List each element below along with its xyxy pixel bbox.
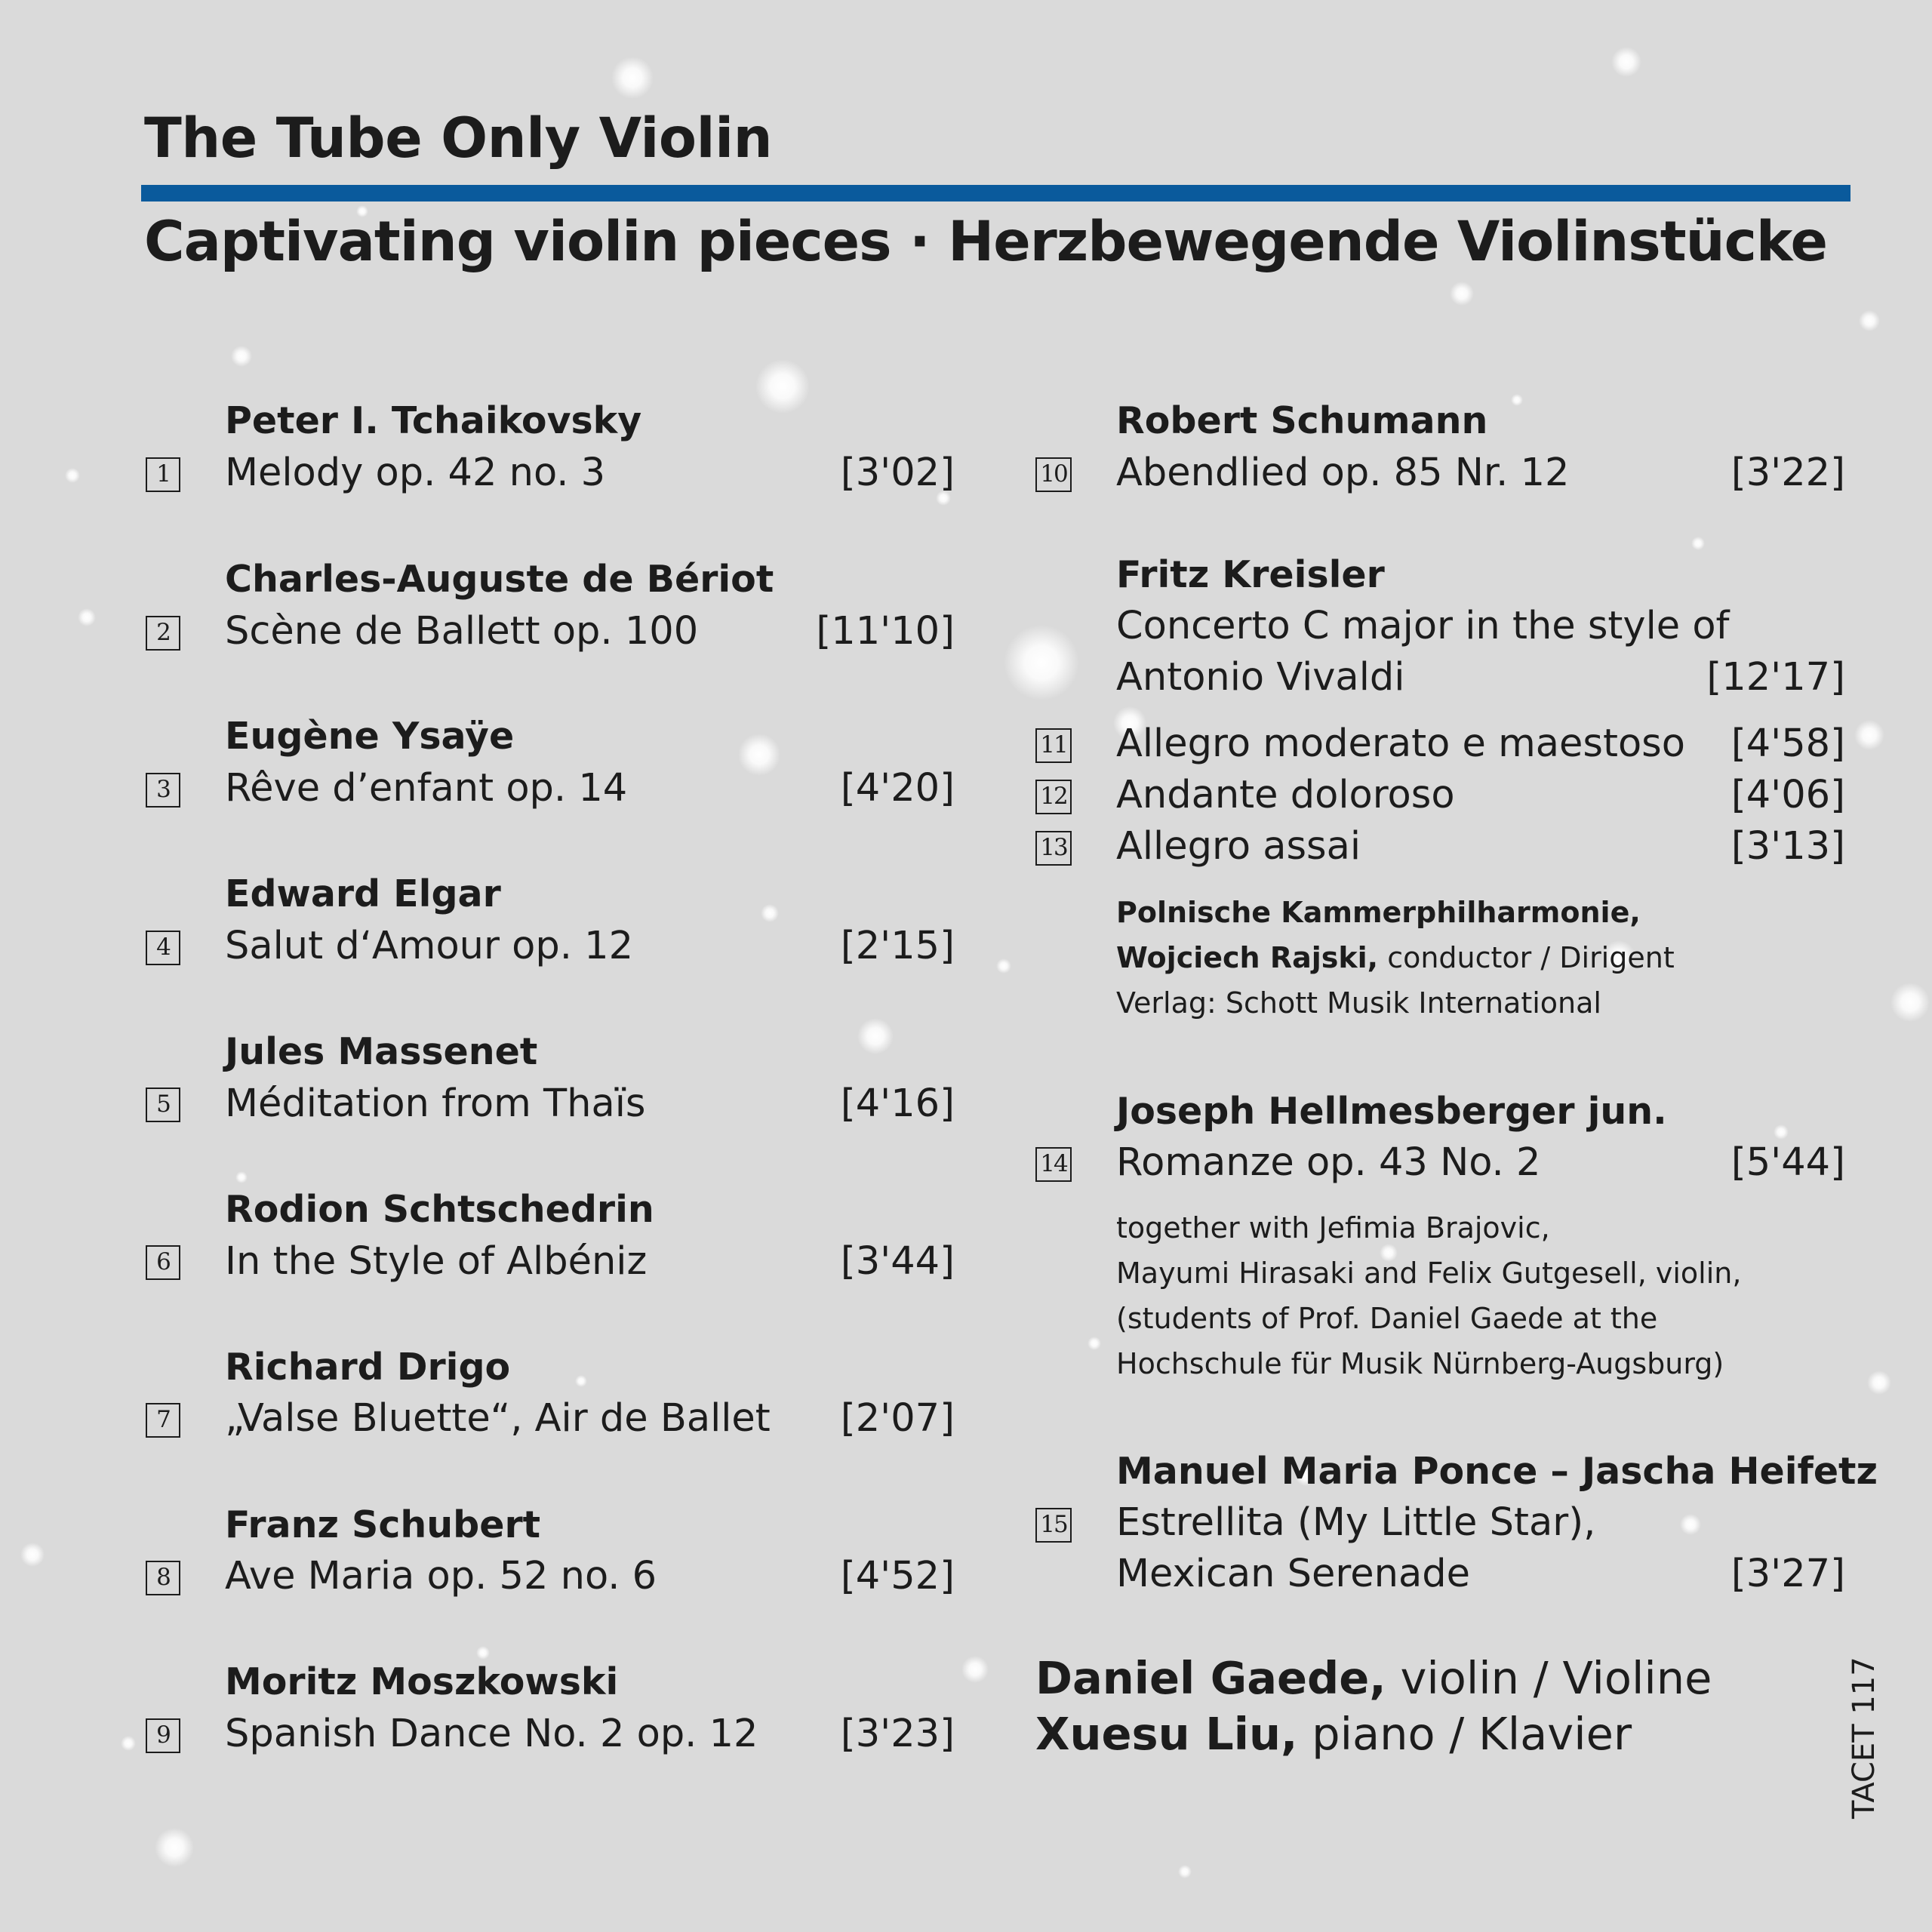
composer-name: Jules Massenet	[225, 1030, 538, 1073]
composer-name: Rodion Schtschedrin	[225, 1188, 654, 1231]
track-number-box: 6	[146, 1245, 180, 1280]
performer-note-line: Mayumi Hirasaki and Felix Gutgesell, violin,	[1116, 1257, 1742, 1290]
work-title: Ave Maria op. 52 no. 6	[225, 1554, 657, 1598]
movement-title: Allegro moderato e maestoso	[1116, 721, 1685, 766]
work-title: „Valse Bluette“, Air de Ballet	[225, 1396, 771, 1441]
track-number-box: 13	[1035, 831, 1072, 866]
performer-piano	[1035, 1706, 1632, 1762]
track-duration: [3'44]	[840, 1239, 955, 1284]
track-duration: [5'44]	[1730, 1140, 1845, 1185]
movement-title: Andante doloroso	[1116, 773, 1455, 817]
track-number-box: 5	[146, 1088, 180, 1122]
composer-name: Eugène Ysaÿe	[225, 715, 515, 758]
performer-note-line: together with Jefimia Brajovic,	[1116, 1211, 1550, 1244]
composer-name: Manuel Maria Ponce – Jascha Heifetz	[1116, 1450, 1878, 1493]
title-divider-rule	[141, 185, 1850, 202]
work-duration: [12'17]	[1706, 655, 1845, 700]
composer-name: Richard Drigo	[225, 1346, 511, 1389]
movement-duration: [4'58]	[1730, 721, 1845, 766]
orchestra-name: Polnische Kammerphilharmonie,	[1116, 896, 1641, 929]
track-number-box: 12	[1035, 780, 1072, 814]
performer-name: Daniel Gaede,	[1035, 1652, 1386, 1704]
composer-name: Peter I. Tchaikovsky	[225, 399, 642, 442]
conductor-name: Wojciech Rajski,	[1116, 941, 1379, 974]
track-duration: [11'10]	[816, 609, 955, 654]
composer-name: Charles-Auguste de Bériot	[225, 558, 774, 601]
work-title: Abendlied op. 85 Nr. 12	[1116, 451, 1570, 495]
publisher-credit: Verlag: Schott Musik International	[1116, 986, 1601, 1020]
work-title: In the Style of Albéniz	[225, 1239, 648, 1284]
track-duration: [2'15]	[840, 924, 955, 968]
movement-title: Allegro assai	[1116, 824, 1361, 869]
composer-name: Robert Schumann	[1116, 399, 1488, 442]
track-number-box: 1	[146, 457, 180, 492]
composer-name: Joseph Hellmesberger jun.	[1116, 1090, 1667, 1133]
work-title-line-1: Concerto C major in the style of	[1116, 604, 1730, 648]
track-duration: [3'23]	[840, 1712, 955, 1756]
track-duration: [2'07]	[840, 1396, 955, 1441]
track-duration: [4'52]	[840, 1554, 955, 1598]
performer-note-line: (students of Prof. Daniel Gaede at the	[1116, 1302, 1658, 1335]
conductor-credit	[1116, 935, 1675, 980]
work-title: Salut d‘Amour op. 12	[225, 924, 634, 968]
movement-duration: [3'13]	[1730, 824, 1845, 869]
performer-name: Xuesu Liu,	[1035, 1708, 1298, 1760]
composer-name: Franz Schubert	[225, 1503, 541, 1546]
work-title-line-2: Antonio Vivaldi	[1116, 655, 1405, 700]
composer-name: Fritz Kreisler	[1116, 553, 1385, 596]
track-duration: [4'20]	[840, 766, 955, 811]
work-title: Romanze op. 43 No. 2	[1116, 1140, 1541, 1185]
work-title-line-1: Estrellita (My Little Star),	[1116, 1500, 1596, 1545]
album-subtitle: Captivating violin pieces · Herzbewegende Violinstücke	[144, 210, 1827, 274]
track-number-box: 11	[1035, 728, 1072, 763]
composer-name: Moritz Moszkowski	[225, 1660, 619, 1703]
work-title-line-2: Mexican Serenade	[1116, 1552, 1470, 1596]
track-number-box: 10	[1035, 457, 1072, 492]
performer-note-line: Hochschule für Musik Nürnberg-Augsburg)	[1116, 1347, 1724, 1380]
cd-back-cover: The Tube Only Violin Captivating violin pieces · Herzbewegende Violinstücke Peter I. Tchaikovsky 1 Melody op. 42 no. 3 [3'02] Charles-Auguste de Bériot 2 Scène de Ballett op. 100 [11'10] Eugène Ysaÿe 3 Rêve d’enfant op. 14 [4'20] Edward Elgar 4 Salut d‘Amour op. 12 [2'15] Jules Massenet 5 Méditation from Thaïs [4'16] Rodion Schtschedrin 6 In the Style of Albéniz [3'44] Richard Drigo 7 „Valse Bluette“, Air de Ballet [2'07] Franz Schubert 8 Ave Maria op. 52 no. 6 [4'52] Moritz Moszkowski 9 Spanish Dance No. 2 op. 12 [3'23] Robert Schumann 10 Abendlied op. 85 Nr. 12 [3'22] Fritz Kreisler Concerto C major in the style of Antonio Vivaldi [12'17] 11 Allegro moderato e maestoso [4'58] 12 Andante doloroso [4'06] 13 Allegro assai [3'13] Polnische Kammerphilharmonie, Wojciech Rajski, conductor / Dirigent Verlag: Schott Musik International Joseph Hellmesberger jun. 14 Romanze op. 43 No. 2 [5'44] together with Jefimia Brajovic, Mayumi Hirasaki and Felix Gutgesell, violin, (students of Prof. Daniel Gaede at the Hochschule für Musik Nürnberg-Augsburg) Manuel Maria Ponce – Jascha Heifetz 15 Estrellita (My Little Star), Mexican Serenade [3'27] Daniel Gaede, violin / Violine Xuesu Liu, piano / Klavier TACET 117	[0, 0, 1932, 1932]
work-title: Scène de Ballett op. 100	[225, 609, 699, 654]
track-duration: [3'22]	[1730, 451, 1845, 495]
track-number-box: 3	[146, 773, 180, 808]
work-title: Méditation from Thaïs	[225, 1081, 646, 1126]
album-title: The Tube Only Violin	[144, 106, 773, 171]
track-number-box: 4	[146, 931, 180, 965]
track-number-box: 7	[146, 1403, 180, 1438]
work-title: Rêve d’enfant op. 14	[225, 766, 628, 811]
work-title: Melody op. 42 no. 3	[225, 451, 606, 495]
track-number-box: 2	[146, 616, 180, 651]
conductor-role: conductor / Dirigent	[1378, 941, 1675, 974]
track-number-box: 9	[146, 1718, 180, 1753]
track-number-box: 8	[146, 1561, 180, 1595]
performer-role: piano / Klavier	[1297, 1708, 1632, 1760]
track-duration: [3'27]	[1730, 1552, 1845, 1596]
track-duration: [4'16]	[840, 1081, 955, 1126]
work-title: Spanish Dance No. 2 op. 12	[225, 1712, 758, 1756]
composer-name: Edward Elgar	[225, 872, 501, 915]
performer-violin	[1035, 1650, 1712, 1706]
movement-duration: [4'06]	[1730, 773, 1845, 817]
track-number-box: 15	[1035, 1508, 1072, 1543]
track-duration: [3'02]	[840, 451, 955, 495]
orchestra-credit	[1116, 890, 1641, 935]
performer-role: violin / Violine	[1386, 1652, 1712, 1704]
track-number-box: 14	[1035, 1147, 1072, 1182]
